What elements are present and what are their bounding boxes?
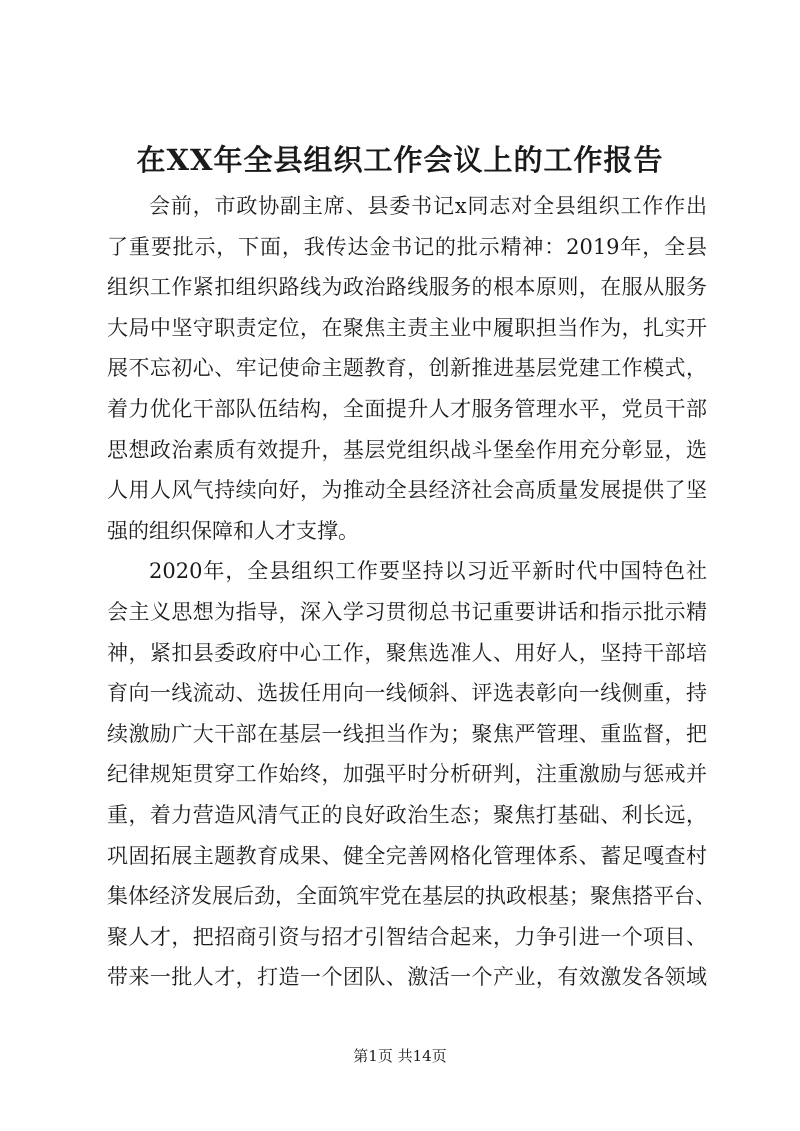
text-line: 重，着力营造风清气正的良好政治生态；聚焦打基础、利长远， [107, 802, 707, 827]
text-line: 神，紧扣县委政府中心工作，聚焦选准人、用好人，坚持干部培 [107, 640, 707, 665]
text-line: 续激励广大干部在基层一线担当作为；聚焦严管理、重监督，把 [107, 721, 707, 746]
text-line: 育向一线流动、选拔任用向一线倾斜、评选表彰向一线侧重，持 [107, 681, 707, 706]
paragraph [107, 186, 707, 551]
text-line: 了重要批示，下面，我传达金书记的批示精神：2019年，全县 [107, 234, 707, 259]
text-line: 组织工作紧扣组织路线为政治路线服务的根本原则，在服从服务 [107, 275, 707, 300]
text-line: 聚人才，把招商引资与招才引智结合起来，力争引进一个项目、 [107, 924, 707, 949]
page-number-footer: 第1页 共14页 [353, 1047, 447, 1065]
document-body [107, 186, 716, 998]
text-line: 带来一批人才，打造一个团队、激活一个产业，有效激发各领域 [107, 965, 707, 990]
text-line: 展不忘初心、牢记使命主题教育，创新推进基层党建工作模式， [107, 356, 707, 381]
text-line: 大局中坚守职责定位，在聚焦主责主业中履职担当作为，扎实开 [107, 315, 707, 340]
text-line: 会主义思想为指导，深入学习贯彻总书记重要讲话和指示批示精 [107, 599, 707, 624]
text-line: 纪律规矩贯穿工作始终，加强平时分析研判，注重激励与惩戒并 [107, 762, 707, 787]
text-line: 巩固拓展主题教育成果、健全完善网格化管理体系、蓄足嘎查村 [107, 843, 707, 868]
text-line: 强的组织保障和人才支撑。 [107, 518, 359, 543]
text-line: 人用人风气持续向好，为推动全县经济社会高质量发展提供了坚 [107, 478, 707, 503]
text-line: 着力优化干部队伍结构，全面提升人才服务管理水平，党员干部 [107, 396, 707, 421]
document-title: 在XX年全县组织工作会议上的工作报告 [136, 143, 664, 177]
paragraph [107, 551, 716, 998]
text-line: 2020年，全县组织工作要坚持以习近平新时代中国特色社 [149, 559, 707, 584]
text-line: 思想政治素质有效提升，基层党组织战斗堡垒作用充分彰显，选 [107, 437, 707, 462]
text-line: 会前，市政协副主席、县委书记x同志对全县组织工作作出 [149, 194, 707, 218]
text-line: 集体经济发展后劲，全面筑牢党在基层的执政根基；聚焦搭平台、 [107, 884, 716, 909]
